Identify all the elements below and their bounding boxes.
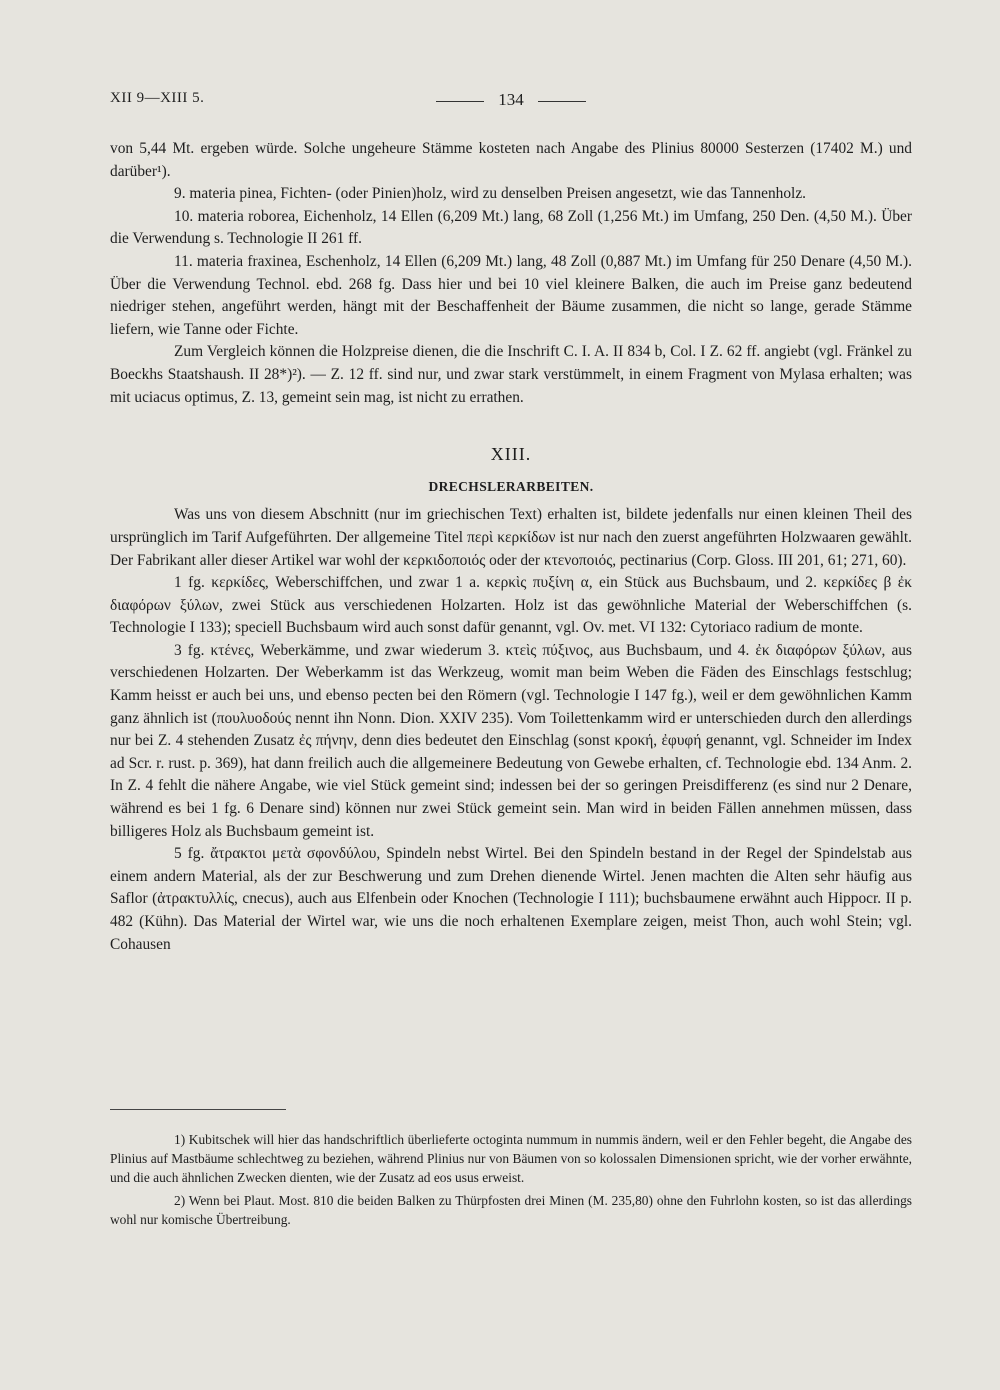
section-number: XIII. bbox=[490, 444, 532, 465]
main-text bbox=[110, 138, 912, 956]
footnote-1: 1) Kubitschek will hier das handschriftlich überlieferte octoginta nummum in nummis ändern, weil er den Fehler begeht, die Angabe des Plinius auf Mastbäume schlechtweg zu beziehen, während Plinius nur von Bäumen von so kolossalen Dimensionen spricht, wie der vorher erwähnte, und die auch ähnlichen Zwecken dienten, wie der Zusatz ad eos usus erweist. bbox=[110, 1132, 912, 1185]
paragraph-item-11: 11. materia fraxinea, Eschenholz, 14 Ellen (6,209 Mt.) lang, 48 Zoll (0,887 Mt.) im Umfang für 250 Denare (4,50 M.). Über die Verwendung Technol. ebd. 268 fg. Dass hier und bei 10 viel kleinere Balken, die auch im Preise ganz bedeutend niedriger stehen, angeführt werden, hängt mit der Beschaffenheit der Bäume zusammen, die nicht so lange, gerade Stämme liefern, wie Tanne oder Fichte. bbox=[110, 252, 912, 338]
footnotes bbox=[110, 1130, 912, 1233]
section-title: DRECHSLERARBEITEN. bbox=[428, 478, 594, 494]
paragraph-item-10: 10. materia roborea, Eichenholz, 14 Ellen (6,209 Mt.) lang, 68 Zoll (1,256 Mt.) im Umfang, 250 Den. (4,50 M.). Über die Verwendung s. Technologie II 261 ff. bbox=[110, 207, 912, 248]
paragraph-weberkaemme: 3 fg. κτένες, Weberkämme, und zwar wiederum 3. κτεὶς πύξινος, aus Buchsbaum, und 4. ἐκ διαφόρων ξύλων, aus verschiedenen Holzarten. Der Weberkamm ist das Werkzeug, womit man beim Weben die Fäden des Einschlags festschlug; Kamm heisst er auch bei uns, und ebenso pecten bei den Römern (vgl. Technologie I 147 fg.), weil er dem gewöhnlichen Kamm ganz ähnlich ist (πουλυοδούς nennt ihn Nonn. Dion. XXIV 235). Vom Toilettenkamm wird er unterschieden durch den allerdings nur bei Z. 4 stehenden Zusatz ἐς πήνην, denn dies bedeutet den Einschlag (sonst κροκή, ἐφυφή genannt, vgl. Schneider im Index ad Scr. r. rust. p. 369), hat dann freilich auch die allgemeinere Bedeutung von Gewebe erhalten, cf. Technologie ebd. 134 Anm. 2. In Z. 4 fehlt die nähere Angabe, wie viel Stück gemeint sind; indessen bei der so geringen Preisdifferenz (es sind nur 2 Denare, während es bei 1 fg. 6 Denare sind) können nur zwei Stück gemeint sein. Man wird in beiden Fällen annehmen müssen, dass billigeres Holz als Buchsbaum gemeint ist. bbox=[110, 641, 912, 840]
footnote-divider bbox=[110, 1109, 286, 1110]
paragraph-intro: Was uns von diesem Abschnitt (nur im griechischen Text) erhalten ist, bildete jedenfalls nur einen kleinen Theil des ursprünglich im Tarif Aufgeführten. Der allgemeine Titel περὶ κερκίδων ist nur nach den zuerst angeführten Holzwaaren gewählt. Der Fabrikant aller dieser Artikel war wohl der κερκιδοποιός oder der κτενοποιός, pectinarius (Corp. Gloss. III 201, 61; 271, 60). bbox=[110, 506, 912, 569]
footnote-2: 2) Wenn bei Plaut. Most. 810 die beiden Balken zu Thürpfosten drei Minen (M. 235,80) ohne den Fuhrlohn kosten, so ist das allerdings wohl nur komische Übertreibung. bbox=[110, 1193, 912, 1227]
page-number-line bbox=[110, 90, 912, 110]
page-number: 134 bbox=[498, 90, 524, 109]
paragraph-continuation: von 5,44 Mt. ergeben würde. Solche ungeheure Stämme kosteten nach Angabe des Plinius 80000 Sesterzen (17402 M.) und darüber¹). bbox=[110, 140, 912, 180]
paragraph-spindeln: 5 fg. ἄτρακτοι μετὰ σφονδύλου, Spindeln nebst Wirtel. Bei den Spindeln bestand in der Regel der Spindelstab aus einem andern Material, als der zur Beschwerung und zum Drehen dienende Wirtel. Jenen machten die Alten sehr häufig aus Saflor (ἀτρακτυλλίς, cnecus), auch aus Elfenbein oder Knochen (Technologie I 111); buchsbaumene erwähnt auch Hippocr. II p. 482 (Kühn). Das Material der Wirtel war, wie uns die noch erhaltenen Exemplare zeigen, meist Thon, auch wohl Stein; vgl. Cohausen bbox=[110, 845, 912, 953]
paragraph-item-9: 9. materia pinea, Fichten- (oder Pinien)holz, wird zu denselben Preisen angesetzt, wie das Tannenholz. bbox=[174, 185, 807, 203]
running-header bbox=[110, 90, 912, 114]
paragraph-comparison: Zum Vergleich können die Holzpreise dienen, die die Inschrift C. I. A. II 834 b, Col. I Z. 62 ff. angiebt (vgl. Fränkel zu Boeckhs Staatshaush. II 28*)²). — Z. 12 ff. sind nur, und zwar stark verstümmelt, in einem Fragment von Mylasa erhalten; was mit uciacus optimus, Z. 13, gemeint sein mag, ist nicht zu errathen. bbox=[110, 343, 912, 406]
paragraph-weberschiffchen: 1 fg. κερκίδες, Weberschiffchen, und zwar 1 a. κερκὶς πυξίνη α, ein Stück aus Buchsbaum, und 2. κερκίδες β ἐκ διαφόρων ξύλων, zwei Stück aus verschiedenen Holzarten. Holz ist das gewöhnliche Material der Weberschiffchen (s. Technologie I 133); speciell Buchsbaum wird auch sonst dafür genannt, vgl. Ov. met. VI 132: Cytoriaco radium de monte. bbox=[110, 574, 912, 637]
section-reference: XII 9—XIII 5. bbox=[110, 90, 205, 106]
